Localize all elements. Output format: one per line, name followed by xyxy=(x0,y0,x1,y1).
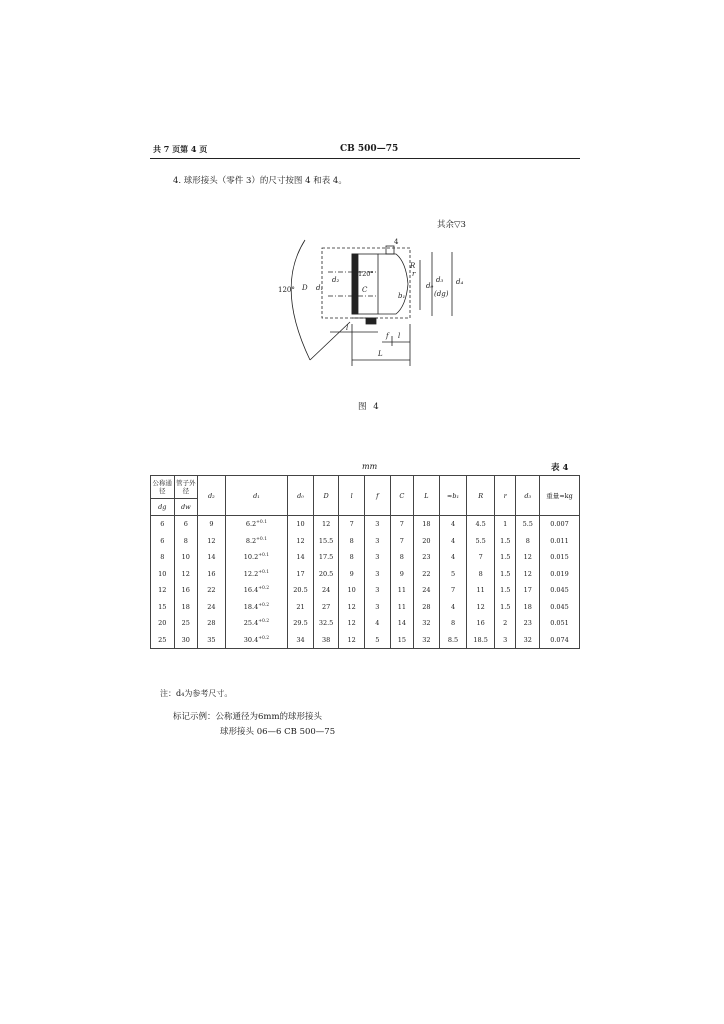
table-cell: 1.5 xyxy=(494,566,516,583)
table-cell: 12 xyxy=(467,599,495,616)
table-cell: 7 xyxy=(467,549,495,566)
table-cell: 1.5 xyxy=(494,599,516,616)
table-header-cell: d₁ xyxy=(225,476,287,516)
ball-joint-drawing xyxy=(270,232,470,372)
table-cell: 7 xyxy=(390,533,414,550)
table-header-cell: r xyxy=(494,476,516,516)
table-cell xyxy=(225,533,287,550)
label-d2: d₂ xyxy=(332,276,340,284)
table-cell: 4 xyxy=(439,533,467,550)
d1-tolerance: +0.2 xyxy=(258,635,270,641)
d1-tolerance: +0.1 xyxy=(256,520,268,526)
standard-code: CB 500—75 xyxy=(340,144,399,154)
table-cell: 16 xyxy=(198,566,226,583)
table-cell: 12 xyxy=(516,549,540,566)
table-cell: 17 xyxy=(516,582,540,599)
table-cell: 8 xyxy=(390,549,414,566)
table-cell: 3 xyxy=(364,533,390,550)
angle-inner-label: 120° xyxy=(358,270,374,278)
table-cell: 4 xyxy=(439,516,467,533)
table-cell: 0.019 xyxy=(540,566,580,583)
marking-example-title: 标记示例：公称通径为6mm的球形接头 xyxy=(173,712,323,722)
table-symbol-cell: dg xyxy=(151,499,175,516)
table-row xyxy=(151,516,580,533)
figure-caption: 图 4 xyxy=(358,402,381,412)
table-row xyxy=(151,566,580,583)
table-row xyxy=(151,582,580,599)
table-cell: 17.5 xyxy=(313,549,339,566)
table-cell: 10 xyxy=(339,582,365,599)
table-cell: 23 xyxy=(516,615,540,632)
label-d1: d₁ xyxy=(316,284,324,292)
table-cell: 5 xyxy=(439,566,467,583)
table-cell: 1.5 xyxy=(494,549,516,566)
leader-line xyxy=(310,322,350,360)
table-cell: 24 xyxy=(414,582,440,599)
table-header-cell: R xyxy=(467,476,495,516)
table-row xyxy=(151,632,580,649)
table-cell: 0.011 xyxy=(540,533,580,550)
table-header-cell: 重量≈kg xyxy=(540,476,580,516)
table-cell: 32 xyxy=(516,632,540,649)
table-cell: 23 xyxy=(414,549,440,566)
d1-value: 12.2 xyxy=(243,569,259,578)
table-cell: 20 xyxy=(414,533,440,550)
table-cell: 12 xyxy=(339,599,365,616)
table-cell: 5.5 xyxy=(516,516,540,533)
table-cell: 3 xyxy=(364,549,390,566)
table-cell: 0.045 xyxy=(540,599,580,616)
table-cell: 29.5 xyxy=(288,615,314,632)
d1-tolerance: +0.2 xyxy=(258,586,270,592)
table-cell: 17 xyxy=(288,566,314,583)
table-cell: 22 xyxy=(414,566,440,583)
table-cell: 14 xyxy=(198,549,226,566)
table-cell: 12 xyxy=(313,516,339,533)
d1-value: 18.4 xyxy=(243,602,259,611)
table-cell: 12 xyxy=(516,566,540,583)
table-cell: 16 xyxy=(467,615,495,632)
table-cell: 14 xyxy=(288,549,314,566)
header-rule xyxy=(150,158,580,159)
table-cell: 12 xyxy=(339,632,365,649)
table-cell: 24 xyxy=(313,582,339,599)
table-cell xyxy=(225,632,287,649)
table-header-cell: 公称通径 xyxy=(151,476,175,499)
d1-value: 16.4 xyxy=(243,586,259,595)
chamfer-arc xyxy=(291,240,310,360)
marking-example-code: 球形接头 06—6 CB 500—75 xyxy=(220,727,336,737)
table-cell: 4 xyxy=(439,549,467,566)
table-cell: 20.5 xyxy=(288,582,314,599)
table-cell: 1.5 xyxy=(494,533,516,550)
table-cell: 7 xyxy=(439,582,467,599)
table-body xyxy=(151,516,580,649)
d1-tolerance: +0.1 xyxy=(258,553,270,559)
page-number: 共 7 页第 4 页 xyxy=(153,144,208,154)
table-cell: 6 xyxy=(174,516,198,533)
table-cell: 3 xyxy=(364,582,390,599)
table-cell: 9 xyxy=(339,566,365,583)
table-cell xyxy=(225,615,287,632)
table-cell: 8 xyxy=(339,549,365,566)
label-l-right: l xyxy=(398,332,401,340)
table-cell: 11 xyxy=(390,582,414,599)
d1-tolerance: +0.2 xyxy=(258,619,270,625)
table-cell: 1 xyxy=(494,516,516,533)
table-cell: 2 xyxy=(494,615,516,632)
table-header-cell: d₂ xyxy=(198,476,226,516)
table-cell: 20.5 xyxy=(313,566,339,583)
table-cell: 22 xyxy=(198,582,226,599)
table-cell: 4.5 xyxy=(467,516,495,533)
table-row xyxy=(151,533,580,550)
table-cell: 11 xyxy=(390,599,414,616)
table-cell: 30 xyxy=(174,632,198,649)
table-cell: 21 xyxy=(288,599,314,616)
table-cell: 0.045 xyxy=(540,582,580,599)
d1-tolerance: +0.1 xyxy=(256,536,268,542)
table-header-cell: D xyxy=(313,476,339,516)
table-cell: 8 xyxy=(439,615,467,632)
table-header-cell: ≈b₁ xyxy=(439,476,467,516)
table-cell: 9 xyxy=(198,516,226,533)
table-cell: 15 xyxy=(390,632,414,649)
table-cell: 14 xyxy=(390,615,414,632)
table-cell: 12 xyxy=(151,582,175,599)
table-cell: 12 xyxy=(288,533,314,550)
table-cell: 12 xyxy=(198,533,226,550)
table-note: 注：d₄为参考尺寸。 xyxy=(160,689,233,698)
table-header-cell: d₀ xyxy=(288,476,314,516)
d1-value: 30.4 xyxy=(243,635,259,644)
d1-tolerance: +0.2 xyxy=(258,602,270,608)
label-ref: 4 xyxy=(394,238,399,246)
table-cell: 24 xyxy=(198,599,226,616)
table-header-cell: l xyxy=(339,476,365,516)
table-cell: 0.074 xyxy=(540,632,580,649)
table-cell: 25 xyxy=(174,615,198,632)
table-row xyxy=(151,549,580,566)
table-cell: 18.5 xyxy=(467,632,495,649)
table-cell: 8 xyxy=(467,566,495,583)
label-l-left: l xyxy=(346,324,349,332)
top-step xyxy=(386,246,394,254)
table-cell: 18 xyxy=(174,599,198,616)
table-cell: 18 xyxy=(414,516,440,533)
table-cell: 4 xyxy=(439,599,467,616)
table-cell: 8 xyxy=(339,533,365,550)
angle-outer-label: 120° xyxy=(278,286,295,294)
table-cell: 15.5 xyxy=(313,533,339,550)
table-cell: 3 xyxy=(364,516,390,533)
table-cell: 3 xyxy=(494,632,516,649)
table-cell: 34 xyxy=(288,632,314,649)
table-cell: 38 xyxy=(313,632,339,649)
surface-finish-mark: 其余▽3 xyxy=(437,220,466,230)
table-cell: 3 xyxy=(364,599,390,616)
table-cell: 10 xyxy=(174,549,198,566)
label-d4: d₄ xyxy=(456,278,464,286)
table-cell: 7 xyxy=(339,516,365,533)
table-header-cell: L xyxy=(414,476,440,516)
label-b1: b₁ xyxy=(398,292,406,300)
label-L: L xyxy=(378,350,383,358)
label-R: R xyxy=(410,262,416,270)
d1-value: 25.4 xyxy=(243,619,259,628)
table-cell: 6 xyxy=(151,516,175,533)
table-cell: 5.5 xyxy=(467,533,495,550)
table-cell: 27 xyxy=(313,599,339,616)
label-f: f xyxy=(386,332,389,340)
table-cell: 5 xyxy=(364,632,390,649)
table-row xyxy=(151,615,580,632)
table-cell: 18 xyxy=(516,599,540,616)
label-C: C xyxy=(362,286,368,294)
table-header-cell: 管子外径 xyxy=(174,476,198,499)
table-cell: 20 xyxy=(151,615,175,632)
table-cell: 32.5 xyxy=(313,615,339,632)
table-cell: 15 xyxy=(151,599,175,616)
label-r: r xyxy=(412,270,416,278)
table-cell: 8 xyxy=(151,549,175,566)
label-D: D xyxy=(302,284,308,292)
table-cell: 32 xyxy=(414,632,440,649)
table-cell: 0.007 xyxy=(540,516,580,533)
d1-value: 6.2 xyxy=(245,520,257,529)
table-header-cell: d₃ xyxy=(516,476,540,516)
table-cell xyxy=(225,516,287,533)
table-cell: 12 xyxy=(174,566,198,583)
table-cell: 11 xyxy=(467,582,495,599)
table-cell: 10 xyxy=(151,566,175,583)
table-cell: 0.015 xyxy=(540,549,580,566)
table-cell: 4 xyxy=(364,615,390,632)
table-cell: 32 xyxy=(414,615,440,632)
table-cell: 10 xyxy=(288,516,314,533)
table-header-cell: C xyxy=(390,476,414,516)
table-cell: 8 xyxy=(516,533,540,550)
dimension-table xyxy=(150,475,580,649)
table-cell xyxy=(225,566,287,583)
table-cell xyxy=(225,582,287,599)
section-title: 4. 球形接头（零件 3）的尺寸按图 4 和表 4。 xyxy=(173,176,347,186)
table-cell: 9 xyxy=(390,566,414,583)
label-d3: d₃ xyxy=(436,276,444,284)
label-d0: d₀ xyxy=(426,282,434,290)
table-cell: 3 xyxy=(364,566,390,583)
table-cell: 28 xyxy=(198,615,226,632)
table-cell: 1.5 xyxy=(494,582,516,599)
label-dg: (dg) xyxy=(434,290,449,298)
table-cell xyxy=(225,549,287,566)
table-cell: 8 xyxy=(174,533,198,550)
table-cell: 8.5 xyxy=(439,632,467,649)
table-name: 表 4 xyxy=(551,463,569,473)
table-cell: 0.051 xyxy=(540,615,580,632)
hatch-left xyxy=(352,254,358,314)
table-cell: 6 xyxy=(151,533,175,550)
ball-profile xyxy=(378,254,408,314)
table-cell: 25 xyxy=(151,632,175,649)
table-cell: 7 xyxy=(390,516,414,533)
table-row xyxy=(151,599,580,616)
table-cell: 35 xyxy=(198,632,226,649)
table-cell xyxy=(225,599,287,616)
table-cell: 12 xyxy=(339,615,365,632)
table-cell: 28 xyxy=(414,599,440,616)
table-symbol-cell: dw xyxy=(174,499,198,516)
d1-value: 10.2 xyxy=(243,553,259,562)
table-header-cell: f xyxy=(364,476,390,516)
table-unit: mm xyxy=(362,462,378,471)
d1-tolerance: +0.1 xyxy=(258,569,270,575)
table-cell: 16 xyxy=(174,582,198,599)
table-header-row xyxy=(151,476,580,499)
d1-value: 8.2 xyxy=(245,536,257,545)
